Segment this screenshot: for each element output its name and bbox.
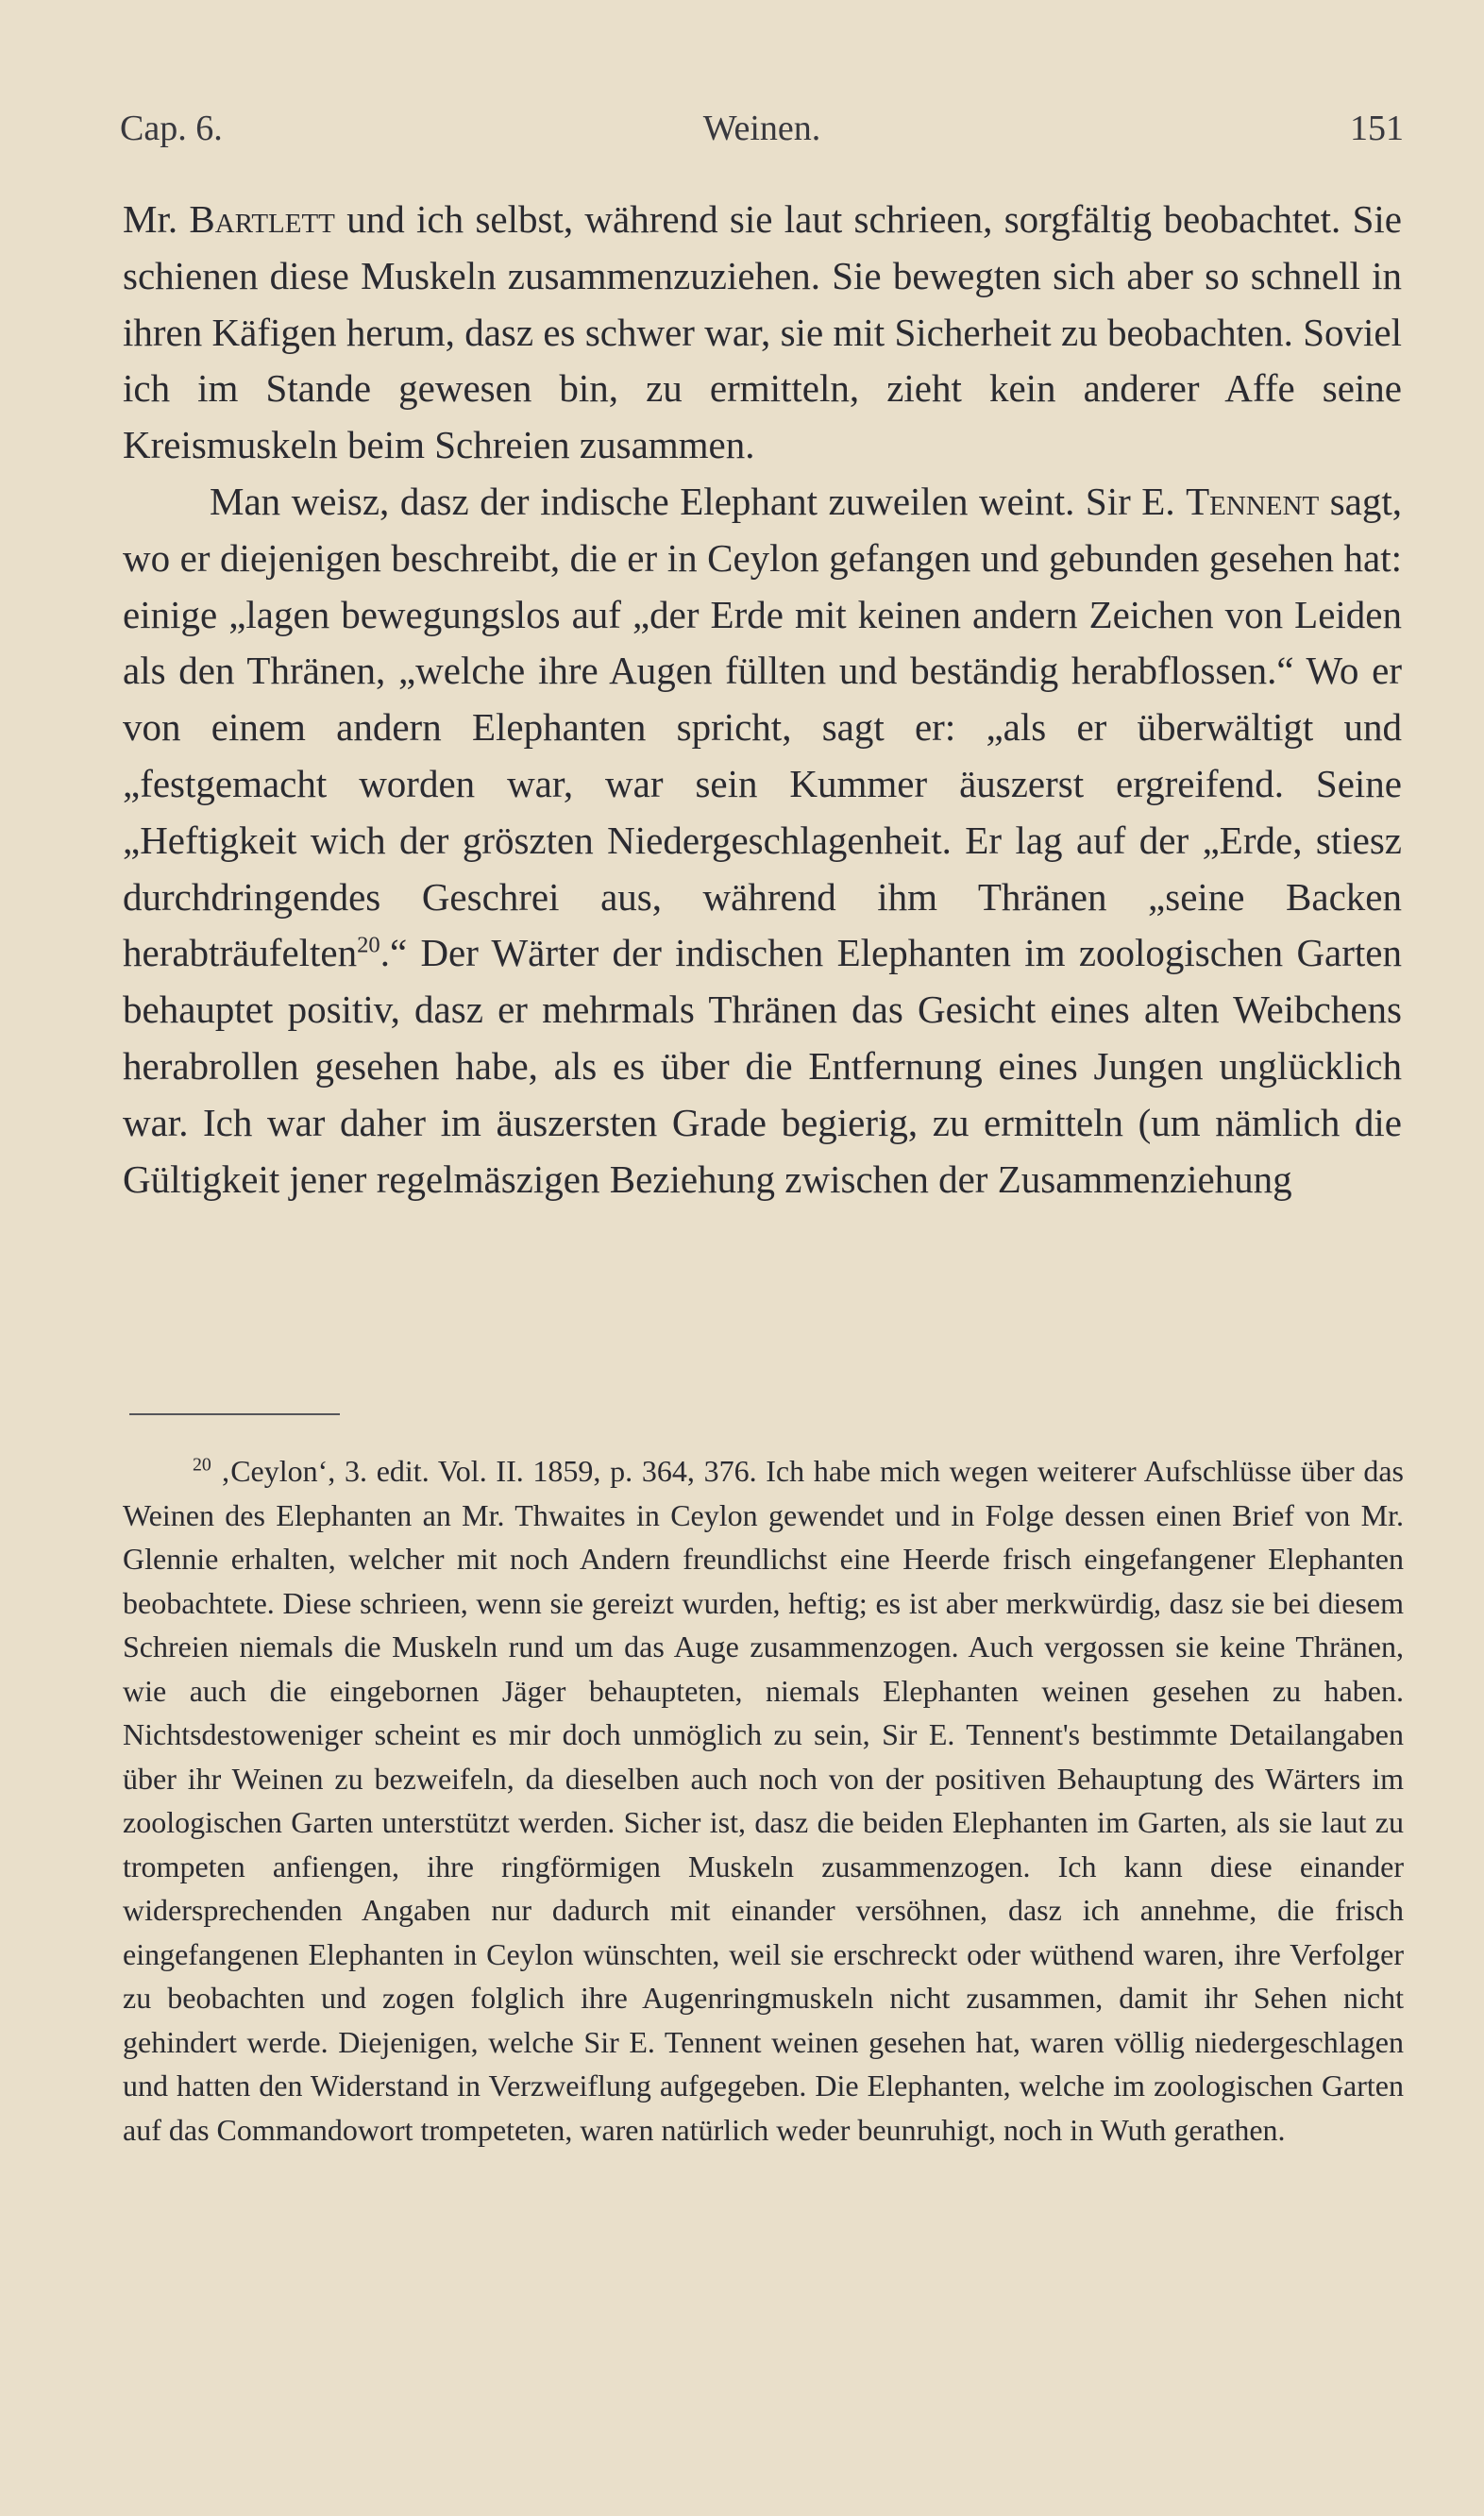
footnote-number: 20 <box>193 1454 211 1476</box>
text-run: .“ Der Wärter der indischen Elephanten im zoologischen Garten behauptet positiv, dasz er mehrmals Thränen das Gesicht eines alten Weibchens herabrollen gesehen habe, als es über die Entfernung eines Jungen unglücklich war. Ich war daher im äuszersten Grade begierig, zu ermitteln (um nämlich die Gültigkeit jener regelmäszigen Beziehung zwischen der Zusammenziehung <box>123 931 1402 1201</box>
running-title: Weinen. <box>702 109 821 148</box>
person-name: Tennent <box>1186 479 1320 523</box>
chapter-label: Cap. 6. <box>120 109 223 148</box>
footnote-reference[interactable]: 20 <box>357 932 380 958</box>
footnote-paragraph <box>123 1449 1404 2152</box>
text-run: Man weisz, dasz der indische Elephant zuweilen weint. Sir E. <box>210 479 1187 523</box>
text-run: und ich selbst, während sie laut schrieen, sorgfältig beobachtet. Sie schienen diese Muskeln zusammenzuziehen. Sie bewegten sich aber so schnell in ihren Käfigen herum, dasz es schwer war, sie mit Sicherheit zu beobachten. Soviel ich im Stande gewesen bin, zu ermitteln, zieht kein anderer Affe seine Kreismuskeln beim Schreien zusammen. <box>123 197 1402 467</box>
footnote <box>123 1449 1404 2152</box>
text-run: Mr. <box>123 197 190 241</box>
person-name: Bartlett <box>189 197 335 241</box>
footnote-divider <box>129 1413 340 1415</box>
main-text <box>123 192 1402 1207</box>
page-number: 151 <box>1350 109 1404 148</box>
paragraph-1 <box>123 192 1402 474</box>
text-run: sagt, wo er diejenigen beschreibt, die er in Ceylon gefangen und gebunden gesehen hat: einige „lagen bewegungslos auf „der Erde mit keinen andern Zeichen von Leiden als den Thränen, „welche ihre Augen füllten und beständig herabflossen.“ Wo er von einem andern Elephanten spricht, sagt er: „als er überwältigt und „festgemacht worden war, war sein Kummer äuszerst ergreifend. Seine „Heftigkeit wich der gröszten Niedergeschlagenheit. Er lag auf der „Erde, stiesz durchdringendes Geschrei aus, während ihm Thränen „seine Backen herabträufelten <box>123 479 1403 975</box>
footnote-text: ‚Ceylon‘, 3. edit. Vol. II. 1859, p. 364, 376. Ich habe mich wegen weiterer Aufschlüsse über das Weinen des Elephanten an Mr. Thwaites in Ceylon gewendet und in Folge dessen einen Brief von Mr. Glennie erhalten, welcher mit noch Andern freundlichst eine Heerde frisch eingefangener Elephanten beobachtete. Diese schrieen, wenn sie gereizt wurden, heftig; es ist aber merkwürdig, dasz sie bei diesem Schreien niemals die Muskeln rund um das Auge zusammenzogen. Auch vergossen sie keine Thränen, wie auch die eingebornen Jäger behaupteten, niemals Elephanten weinen gesehen zu haben. Nichtsdestoweniger scheint es mir doch unmöglich zu sein, Sir E. Tennent's bestimmte Detailangaben über ihr Weinen zu bezweifeln, da dieselben auch noch von der positiven Behauptung des Wärters im zoologischen Garten unterstützt werden. Sicher ist, dasz die beiden Elephanten im Garten, als sie laut zu trompeten anfiengen, ihre ringförmigen Muskeln zusammenzogen. Ich kann diese einander widersprechenden Angaben nur dadurch mit einander versöhnen, dasz ich annehme, die frisch eingefangenen Elephanten in Ceylon wünschten, weil sie erschreckt oder wüthend waren, ihre Verfolger zu beobachten und zogen folglich ihre Augenringmuskeln nicht zusammen, damit ihr Sehen nicht gehindert werde. Diejenigen, welche Sir E. Tennent weinen gesehen hat, waren völlig niedergeschlagen und hatten den Widerstand in Verzweiflung aufgegeben. Die Elephanten, welche im zoologischen Garten auf das Commandowort trompeteten, waren natürlich weder beunruhigt, noch in Wuth gerathen. <box>123 1454 1404 2147</box>
paragraph-2 <box>123 474 1402 1207</box>
